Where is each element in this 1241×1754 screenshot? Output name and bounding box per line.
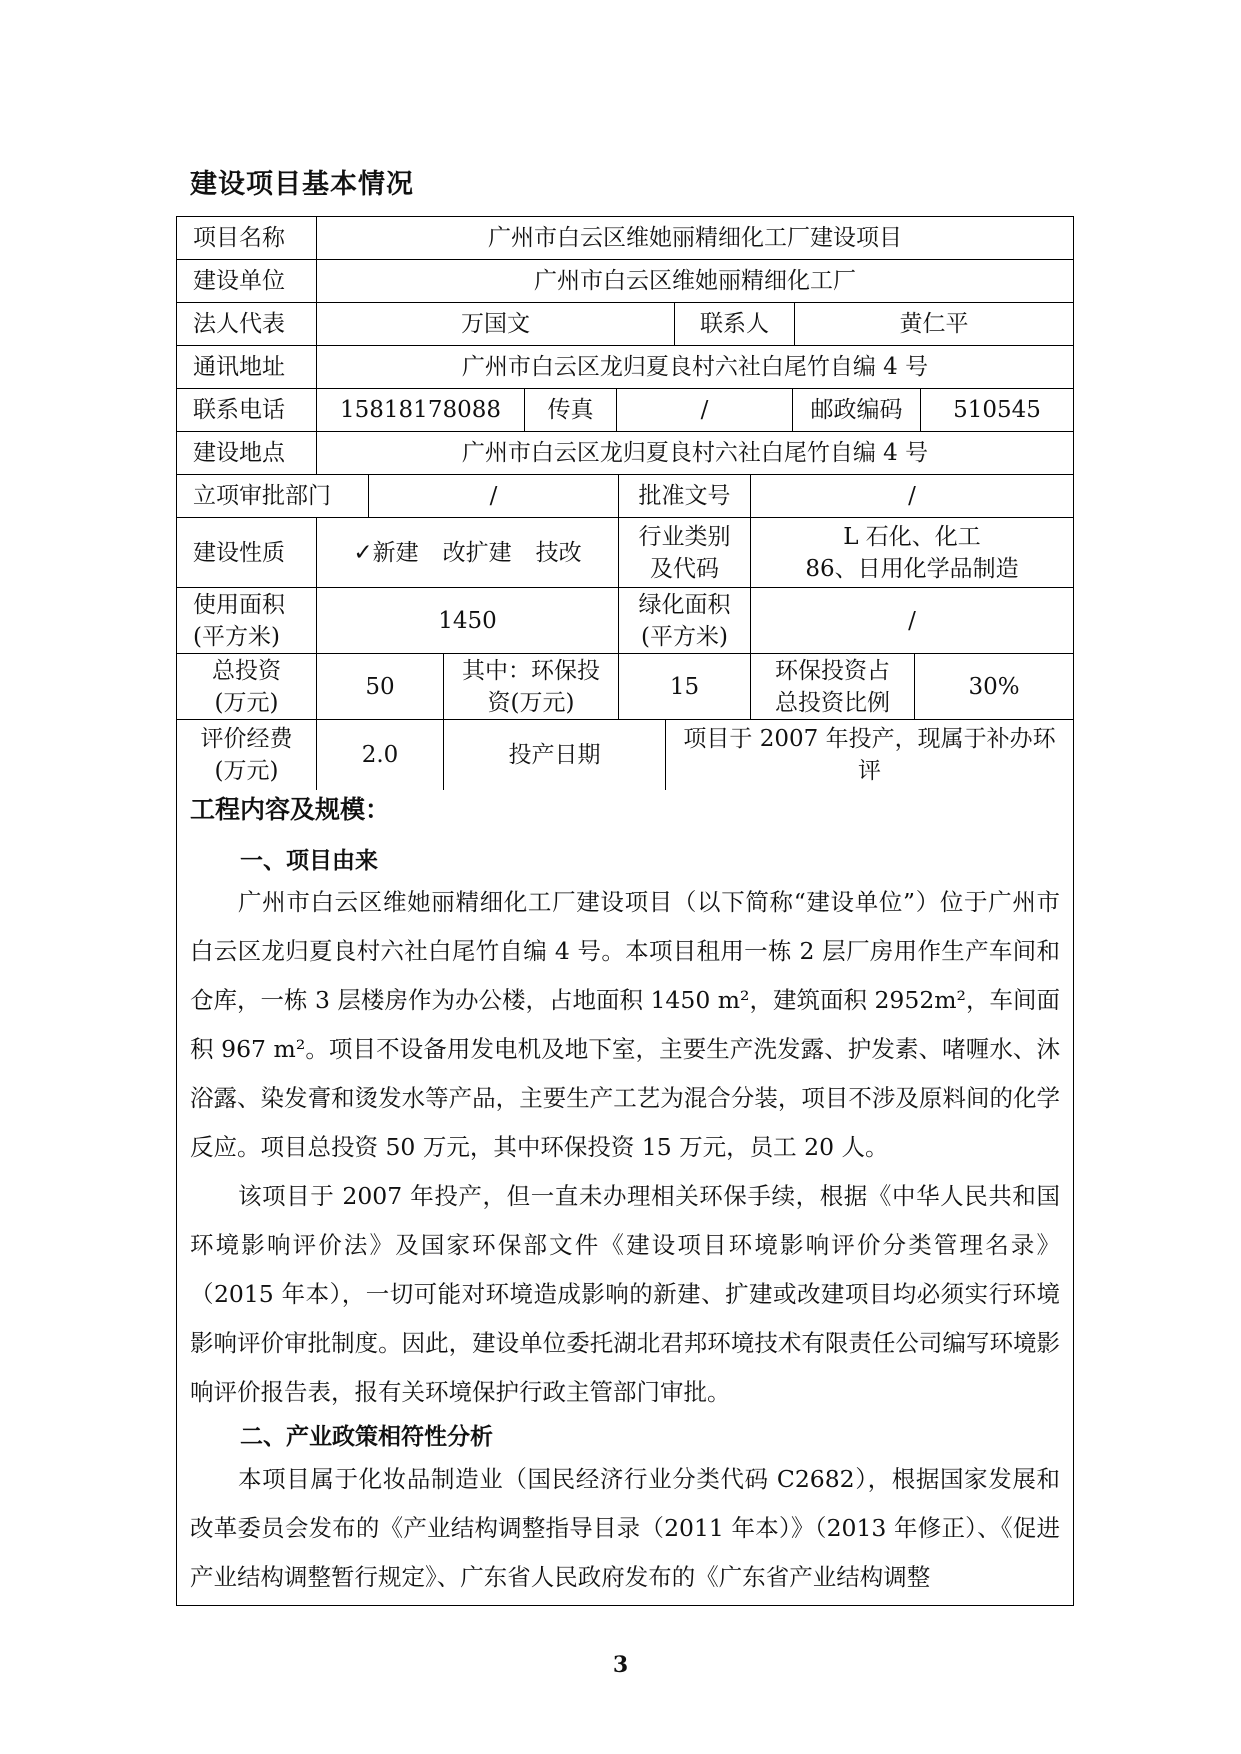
fax-value: / bbox=[616, 388, 792, 431]
phone-label: 联系电话 bbox=[176, 388, 316, 431]
env-ratio-label bbox=[750, 653, 914, 719]
env-label-line2: 资(万元) bbox=[487, 689, 575, 716]
area-label bbox=[176, 587, 316, 653]
investment-value: 50 bbox=[316, 653, 443, 719]
investment-label-line1: 总投资 bbox=[212, 657, 281, 684]
env-label-line1: 其中：环保投 bbox=[462, 657, 600, 684]
phone-value: 15818178088 bbox=[316, 388, 524, 431]
page-heading: 建设项目基本情况 bbox=[190, 169, 414, 200]
builder-value: 广州市白云区维她丽精细化工厂 bbox=[316, 259, 1073, 302]
investment-label bbox=[176, 653, 316, 719]
postcode-label: 邮政编码 bbox=[792, 388, 920, 431]
section2-title: 二、产业政策相符性分析 bbox=[240, 1424, 493, 1450]
industry-value-line1: L 石化、化工 bbox=[843, 523, 981, 550]
industry-value bbox=[750, 517, 1073, 587]
env-investment-label bbox=[443, 653, 618, 719]
content-frame-bottom bbox=[176, 1605, 1074, 1606]
nature-label: 建设性质 bbox=[176, 517, 316, 587]
legal-rep-label: 法人代表 bbox=[176, 302, 316, 345]
operation-date-label: 投产日期 bbox=[443, 719, 665, 790]
address-value: 广州市白云区龙归夏良村六社白尾竹自编 4 号 bbox=[316, 345, 1073, 388]
nature-tech: 技改 bbox=[535, 539, 582, 566]
ratio-label-line1: 环保投资占 bbox=[775, 657, 890, 684]
env-investment-value: 15 bbox=[618, 653, 750, 719]
approval-doc-value: / bbox=[750, 474, 1073, 517]
approval-doc-label: 批准文号 bbox=[618, 474, 750, 517]
postcode-value: 510545 bbox=[920, 388, 1073, 431]
operation-date-value bbox=[665, 719, 1073, 790]
fee-label bbox=[176, 719, 316, 790]
paragraph-3: 本项目属于化妆品制造业（国民经济行业分类代码 C2682），根据国家发展和改革委员会发布的《产业结构调整指导目录（2011 年本）》（2013 年修正）、《促进产业结构调整暂行规定》、广东省人民政府发布的《广东省产业结构调整 bbox=[190, 1465, 1060, 1591]
approval-dept-value: / bbox=[368, 474, 618, 517]
industry-label-line2: 及代码 bbox=[650, 555, 719, 582]
section1-title: 一、项目由来 bbox=[240, 848, 378, 874]
green-area-value: / bbox=[750, 587, 1073, 653]
site-value: 广州市白云区龙归夏良村六社白尾竹自编 4 号 bbox=[316, 431, 1073, 474]
fee-value: 2.0 bbox=[316, 719, 443, 790]
area-value: 1450 bbox=[316, 587, 618, 653]
site-label: 建设地点 bbox=[176, 431, 316, 474]
builder-label: 建设单位 bbox=[176, 259, 316, 302]
fee-label-line2: (万元) bbox=[214, 758, 279, 784]
industry-value-line2: 86、日用化学品制造 bbox=[805, 555, 1019, 582]
check-icon: ✓ bbox=[353, 539, 373, 566]
content-title: 工程内容及规模： bbox=[190, 795, 391, 824]
contact-value: 黄仁平 bbox=[794, 302, 1073, 345]
industry-label-line1: 行业类别 bbox=[638, 523, 731, 550]
content-frame-left bbox=[176, 790, 177, 1606]
area-label-line1: 使用面积 bbox=[193, 591, 285, 618]
project-name-value: 广州市白云区维她丽精细化工厂建设项目 bbox=[316, 216, 1073, 259]
green-label-line2: (平方米) bbox=[641, 623, 728, 650]
date-value-line2: 评 bbox=[858, 758, 881, 784]
nature-new: 新建 bbox=[372, 539, 419, 566]
contact-label: 联系人 bbox=[674, 302, 794, 345]
green-label-line1: 绿化面积 bbox=[638, 591, 731, 618]
page-number: 3 bbox=[612, 1652, 629, 1678]
address-label: 通讯地址 bbox=[176, 345, 316, 388]
fax-label: 传真 bbox=[524, 388, 616, 431]
approval-dept-label: 立项审批部门 bbox=[176, 474, 368, 517]
nature-expand: 改扩建 bbox=[442, 539, 512, 566]
investment-label-line2: (万元) bbox=[214, 689, 279, 716]
green-area-label bbox=[618, 587, 750, 653]
date-value-line1: 项目于 2007 年投产，现属于补办环 bbox=[683, 726, 1056, 752]
ratio-label-line2: 总投资比例 bbox=[775, 689, 890, 716]
fee-label-line1: 评价经费 bbox=[200, 726, 293, 752]
nature-options bbox=[316, 517, 618, 587]
paragraph-1: 广州市白云区维她丽精细化工厂建设项目（以下简称“建设单位”）位于广州市白云区龙归夏良村六社白尾竹自编 4 号。本项目租用一栋 2 层厂房用作生产车间和仓库，一栋 3 层楼房作为办公楼，占地面积 1450 m²，建筑面积 2952m²，车间面积 967 m²。项目不设备用发电机及地下室，主要生产洗发露、护发素、啫喱水、沐浴露、染发膏和烫发水等产品，主要生产工艺为混合分装，项目不涉及原料间的化学反应。项目总投资 50 万元，其中环保投资 15 万元，员工 20 人。 bbox=[190, 888, 1060, 1161]
area-label-line2: (平方米) bbox=[193, 623, 280, 650]
paragraph-2: 该项目于 2007 年投产，但一直未办理相关环保手续，根据《中华人民共和国环境影响评价法》及国家环保部文件《建设项目环境影响评价分类管理名录》（2015 年本），一切可能对环境造成影响的新建、扩建或改建项目均必须实行环境影响评价审批制度。因此，建设单位委托湖北君邦环境技术有限责任公司编写环境影响评价报告表，报有关环境保护行政主管部门审批。 bbox=[190, 1182, 1060, 1406]
legal-rep-value: 万国文 bbox=[316, 302, 674, 345]
content-frame-right bbox=[1073, 216, 1074, 1606]
env-ratio-value: 30% bbox=[914, 653, 1073, 719]
project-name-label: 项目名称 bbox=[176, 216, 316, 259]
industry-label bbox=[618, 517, 750, 587]
